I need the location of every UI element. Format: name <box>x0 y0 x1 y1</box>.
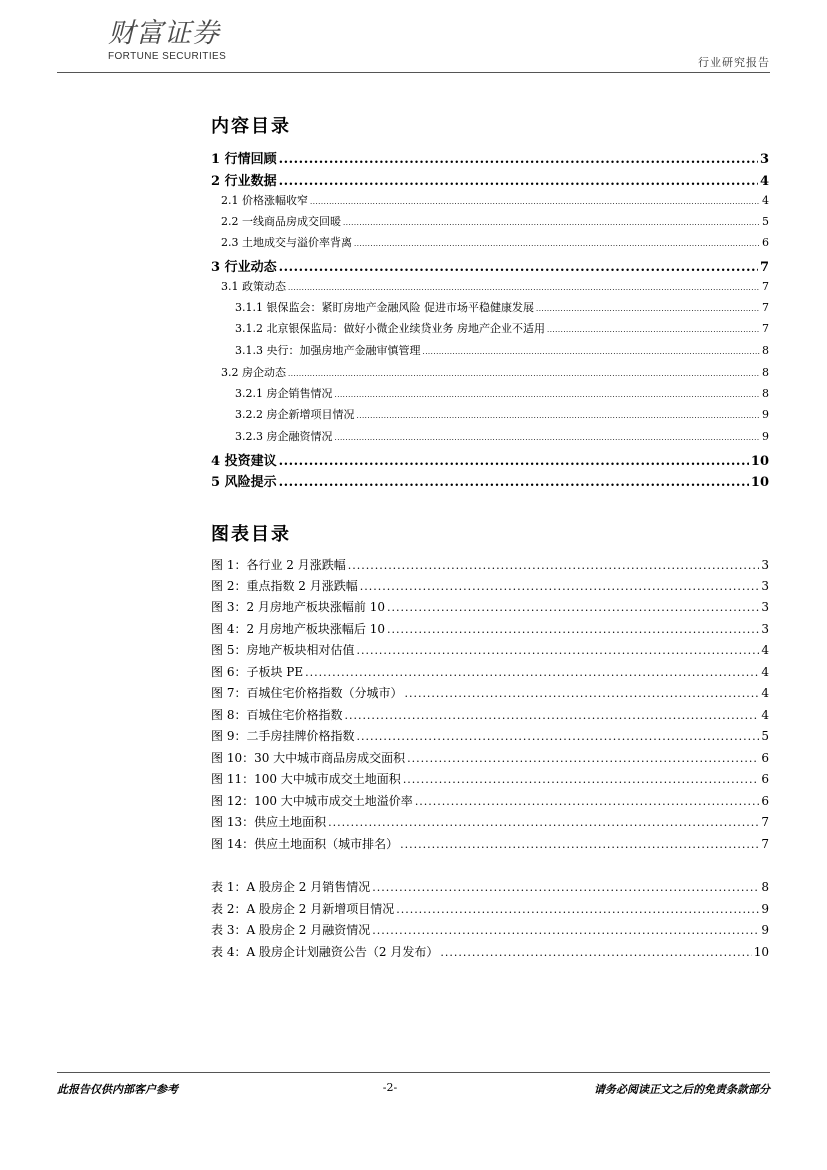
toc-entry[interactable] <box>211 320 769 340</box>
figure-entry-text: 图 12：100 大中城市成交土地溢价率 <box>211 794 413 808</box>
toc-entry[interactable] <box>211 364 769 384</box>
table-entry-page: 9 <box>761 902 769 916</box>
footer-disclaimer-left: 此报告仅供内部客户参考 <box>57 1083 178 1096</box>
toc-entry-page: 3 <box>759 152 769 167</box>
toc-entry-text: 3.1.1 银保监会：紧盯房地产金融风险 促进市场平稳健康发展 <box>235 301 534 314</box>
figure-entry[interactable] <box>211 684 769 704</box>
toc-entry-text: 3.1.3 央行：加强房地产金融审慎管理 <box>235 344 421 357</box>
figure-entry[interactable] <box>211 770 769 790</box>
toc-entry[interactable] <box>211 471 769 491</box>
table-entry[interactable] <box>211 943 769 963</box>
figures-title: 图表目录 <box>211 524 291 545</box>
figure-entry-text: 图 9：二手房挂牌价格指数 <box>211 729 355 743</box>
table-entry-text: 表 1：A 股房企 2 月销售情况 <box>211 880 371 894</box>
figure-entry-text: 图 2：重点指数 2 月涨跌幅 <box>211 579 358 593</box>
toc-entry-text: 5 风险提示 <box>211 475 277 490</box>
header-divider <box>57 72 770 73</box>
toc-entry-text: 2.3 土地成交与溢价率背离 <box>221 236 352 249</box>
figure-entry-page: 6 <box>761 794 769 808</box>
toc-entry[interactable] <box>211 428 769 448</box>
toc-entry-text: 1 行情回顾 <box>211 152 277 167</box>
toc-entry-page: 10 <box>750 475 769 490</box>
toc-entry-text: 3.2.2 房企新增项目情况 <box>235 408 355 421</box>
figure-entry-page: 5 <box>761 729 769 743</box>
figure-entry-page: 3 <box>761 579 769 593</box>
figure-entry[interactable] <box>211 641 769 661</box>
toc-entry-text: 3.1.2 北京银保监局：做好小微企业续贷业务 房地产企业不适用 <box>235 322 545 335</box>
figure-entry-text: 图 13：供应土地面积 <box>211 815 327 829</box>
toc-entry-page: 7 <box>762 280 769 293</box>
figure-entry[interactable] <box>211 749 769 769</box>
toc-entry-page: 4 <box>759 174 769 189</box>
toc-entry[interactable] <box>211 385 769 405</box>
figure-entry-text: 图 8：百城住宅价格指数 <box>211 708 343 722</box>
toc-entry-text: 2 行业数据 <box>211 174 277 189</box>
table-entry-text: 表 3：A 股房企 2 月融资情况 <box>211 923 371 937</box>
toc-entry[interactable] <box>211 299 769 319</box>
toc-entry-text: 3.2.3 房企融资情况 <box>235 430 333 443</box>
toc-entry-text: 4 投资建议 <box>211 454 277 469</box>
toc-entry[interactable] <box>211 450 769 470</box>
figure-entry-page: 3 <box>761 600 769 614</box>
figure-entry-page: 4 <box>761 643 769 657</box>
figure-entry[interactable] <box>211 813 769 833</box>
figure-entry[interactable] <box>211 792 769 812</box>
toc-entry-page: 8 <box>762 387 769 400</box>
toc-entry-text: 2.2 一线商品房成交回暖 <box>221 215 341 228</box>
toc-entry[interactable] <box>211 256 769 276</box>
table-entry[interactable] <box>211 921 769 941</box>
figure-entry-text: 图 14：供应土地面积（城市排名） <box>211 837 399 851</box>
toc-entry-text: 3.2.1 房企销售情况 <box>235 387 333 400</box>
figure-entry-page: 6 <box>761 751 769 765</box>
toc-entry-text: 2.1 价格涨幅收窄 <box>221 194 308 207</box>
figure-entry[interactable] <box>211 835 769 855</box>
table-entry-text: 表 4：A 股房企计划融资公告（2 月发布） <box>211 945 439 959</box>
figure-entry-page: 3 <box>761 558 769 572</box>
toc-entry[interactable] <box>211 342 769 362</box>
figure-entry-text: 图 11：100 大中城市成交土地面积 <box>211 772 401 786</box>
figure-entry-page: 3 <box>761 622 769 636</box>
figure-entry-text: 图 4：2 月房地产板块涨幅后 10 <box>211 622 385 636</box>
toc-title: 内容目录 <box>211 116 291 137</box>
toc-entry-page: 8 <box>762 344 769 357</box>
figure-entry-text: 图 3：2 月房地产板块涨幅前 10 <box>211 600 385 614</box>
report-type: 行业研究报告 <box>698 56 770 69</box>
figure-entry-text: 图 7：百城住宅价格指数（分城市） <box>211 686 403 700</box>
toc-entry[interactable] <box>211 278 769 298</box>
header-logo <box>108 18 226 62</box>
toc-entry[interactable] <box>211 192 769 212</box>
figure-entry[interactable] <box>211 620 769 640</box>
figure-entry-page: 7 <box>761 837 769 851</box>
table-entry[interactable] <box>211 900 769 920</box>
toc-entry[interactable] <box>211 170 769 190</box>
toc-entry-page: 6 <box>762 236 769 249</box>
toc-entry-page: 4 <box>762 194 769 207</box>
toc-entry[interactable] <box>211 148 769 168</box>
figure-entry[interactable] <box>211 556 769 576</box>
toc-entry-page: 8 <box>762 366 769 379</box>
toc-entry-text: 3.1 政策动态 <box>221 280 286 293</box>
toc-entry-page: 10 <box>750 454 769 469</box>
figure-entry[interactable] <box>211 598 769 618</box>
figure-entry-page: 6 <box>761 772 769 786</box>
footer-disclaimer-right: 请务必阅读正文之后的免责条款部分 <box>594 1083 770 1096</box>
figure-entry[interactable] <box>211 663 769 683</box>
figure-entry[interactable] <box>211 577 769 597</box>
toc-entry[interactable] <box>211 234 769 254</box>
figure-entry-text: 图 1：各行业 2 月涨跌幅 <box>211 558 346 572</box>
toc-entry-text: 3.2 房企动态 <box>221 366 286 379</box>
figure-entry[interactable] <box>211 706 769 726</box>
toc-entry-page: 7 <box>762 322 769 335</box>
footer-divider <box>57 1072 770 1073</box>
figure-entry-text: 图 10：30 大中城市商品房成交面积 <box>211 751 406 765</box>
figure-entry-text: 图 6：子板块 PE <box>211 665 304 679</box>
figure-entry-page: 4 <box>761 665 769 679</box>
toc-entry-page: 9 <box>762 430 769 443</box>
table-entry-text: 表 2：A 股房企 2 月新增项目情况 <box>211 902 395 916</box>
logo-chinese: 财富证券 <box>108 18 220 49</box>
page-number: -2- <box>382 1081 398 1094</box>
toc-entry[interactable] <box>211 406 769 426</box>
figure-entry-page: 4 <box>761 708 769 722</box>
table-entry-page: 10 <box>753 945 769 959</box>
figure-entry-page: 4 <box>761 686 769 700</box>
table-entry-page: 9 <box>761 923 769 937</box>
table-entry-page: 8 <box>761 880 769 894</box>
figure-entry-text: 图 5：房地产板块相对估值 <box>211 643 355 657</box>
logo-english: FORTUNE SECURITIES <box>108 51 227 62</box>
figure-entry-page: 7 <box>761 815 769 829</box>
figure-entry[interactable] <box>211 727 769 747</box>
toc-entry-page: 9 <box>762 408 769 421</box>
toc-entry[interactable] <box>211 213 769 233</box>
toc-entry-page: 7 <box>762 301 769 314</box>
toc-entry-page: 7 <box>759 260 769 275</box>
toc-entry-page: 5 <box>762 215 769 228</box>
table-entry[interactable] <box>211 878 769 898</box>
toc-entry-text: 3 行业动态 <box>211 260 277 275</box>
